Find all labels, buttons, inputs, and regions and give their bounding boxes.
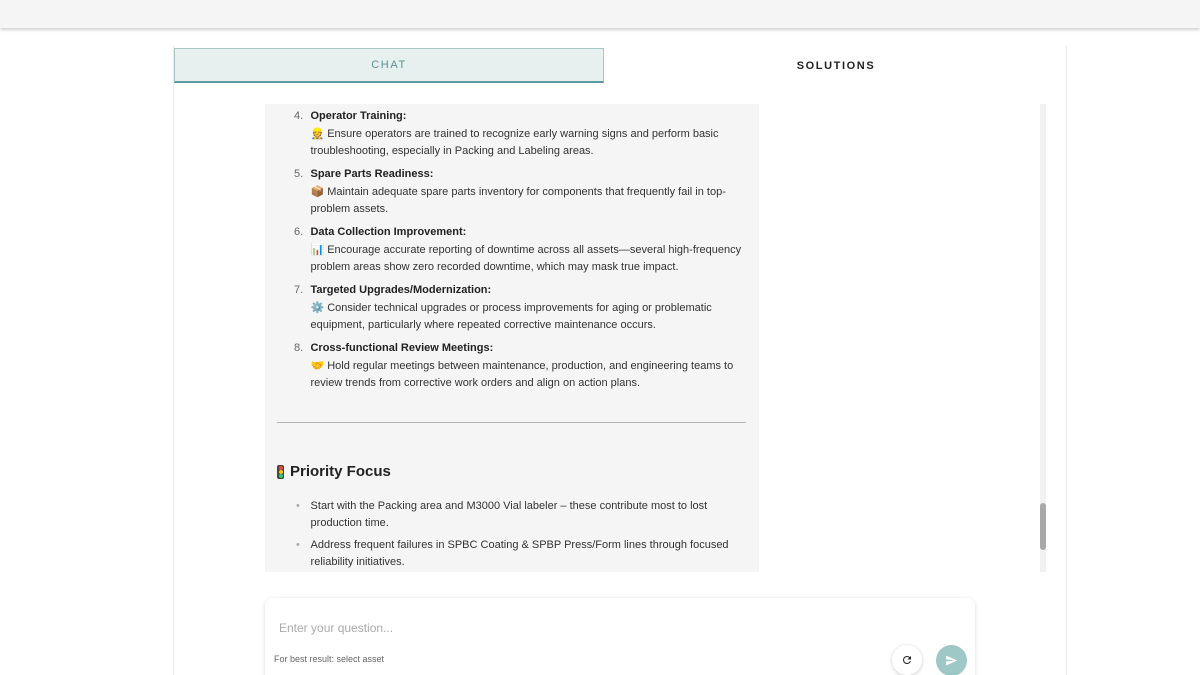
priority-bullet-list [277,498,747,571]
scrollbar-thumb[interactable] [1040,503,1046,550]
list-item-number: 4. [294,110,304,122]
list-item-text: Encourage accurate reporting of downtime across all assets—several high-frequency problem areas show zero recorded downtime, which may mask true impact. [310,244,742,273]
list-item-number: 5. [294,168,304,180]
recommendation-list [277,108,747,392]
list-item-title: Targeted Upgrades/Modernization: [310,284,492,296]
refresh-icon [901,654,913,666]
chat-scrollbar[interactable] [1040,104,1046,572]
list-item [277,282,747,334]
list-item-text: Consider technical upgrades or process improvements for aging or problematic equipment, particularly where repeated corrective maintenance occurs. [310,302,712,331]
refresh-button[interactable] [892,645,922,675]
input-hint: For best result: select asset [274,654,385,664]
list-item-title: Cross-functional Review Meetings: [310,342,494,354]
section-divider [277,422,746,423]
question-composer [265,598,975,675]
package-emoji-icon: 📦 [310,185,325,198]
top-app-bar [0,0,1200,28]
list-item-title: Operator Training: [310,110,407,122]
list-item-title: Spare Parts Readiness: [310,168,434,180]
list-item-title: Data Collection Improvement: [310,226,467,238]
list-item-number: 7. [294,284,304,296]
bullet-dot-icon: • [296,500,300,512]
list-item [277,224,747,276]
tab-chat[interactable]: CHAT [174,48,604,83]
list-item-text: Maintain adequate spare parts inventory for components that frequently fail in top-problem assets. [310,186,726,215]
tab-bar [174,48,1068,83]
list-item [277,498,747,532]
bullet-text: Start with the Packing area and M3000 Vial labeler – these contribute most to lost production time. [310,500,708,529]
list-item-text: Hold regular meetings between maintenance, production, and engineering teams to review trends from corrective work orders and align on action plans. [310,360,734,389]
list-item [277,166,747,218]
handshake-emoji-icon: 🤝 [310,359,325,372]
send-icon [945,654,958,667]
assistant-panel [173,46,1067,675]
assistant-message [265,104,759,571]
question-input[interactable] [279,618,879,638]
tab-solutions[interactable]: SOLUTIONS [796,59,876,72]
list-item [277,108,747,160]
traffic-light-icon [277,465,284,479]
list-item-text: Ensure operators are trained to recognize early warning signs and perform basic troubleshooting, especially in Packing and Labeling areas. [310,128,719,157]
bar-chart-emoji-icon: 📊 [310,243,325,256]
bullet-text: Address frequent failures in SPBC Coating & SPBP Press/Form lines through focused reliability initiatives. [310,539,729,568]
list-item [277,537,747,571]
priority-focus-heading [277,463,747,480]
send-button[interactable] [936,645,967,675]
priority-focus-title: Priority Focus [290,463,391,480]
list-item [277,340,747,392]
list-item-number: 6. [294,226,304,238]
gear-emoji-icon: ⚙️ [310,301,325,314]
worker-emoji-icon: 👷 [310,127,325,140]
bullet-dot-icon: • [296,539,300,551]
list-item-number: 8. [294,342,304,354]
chat-message-area[interactable] [265,104,759,572]
